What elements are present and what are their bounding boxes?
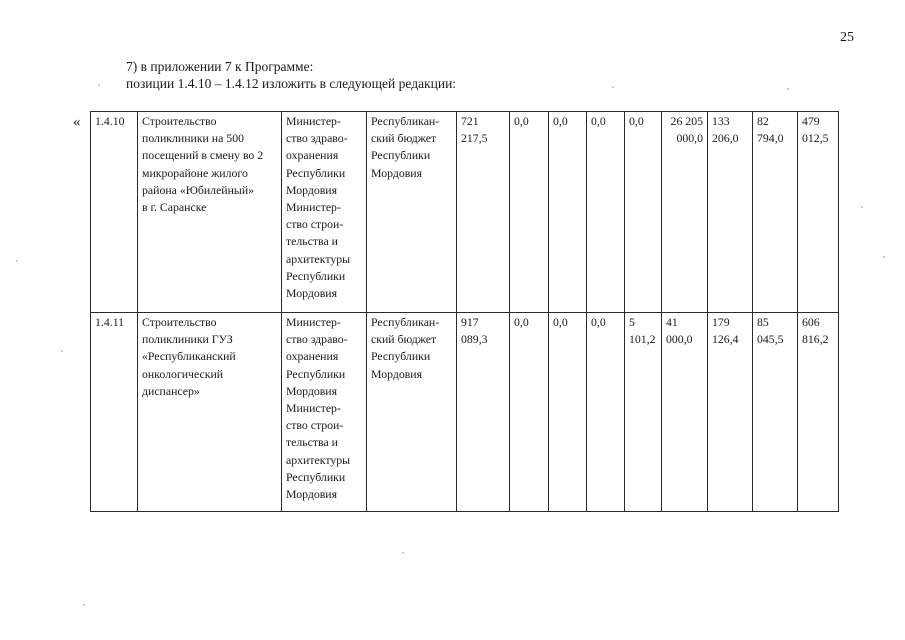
position-executor: Министер- ство здраво- охранения Республики Мордовия Министер- ство строи- тельства и архитектуры Республики Мордовия [282, 313, 367, 512]
year-amount-5: 41 000,0 [662, 313, 708, 512]
total-amount: 721 217,5 [457, 112, 510, 313]
position-executor: Министер- ство здраво- охранения Республики Мордовия Министер- ство строи- тельства и архитектуры Республики Мордовия [282, 112, 367, 313]
scan-speck [402, 552, 404, 554]
year-amount-3: 0,0 [587, 313, 625, 512]
scan-speck [612, 86, 614, 88]
year-amount-3: 0,0 [587, 112, 625, 313]
year-amount-6: 179 126,4 [708, 313, 753, 512]
year-amount-1: 0,0 [510, 313, 549, 512]
scan-speck [883, 256, 885, 258]
scan-speck [787, 88, 789, 90]
table-row [91, 313, 839, 512]
intro-text [126, 58, 456, 92]
program-positions-table [90, 111, 839, 512]
position-name: Строительство поликлиники на 500 посещений в смену во 2 микрорайоне жилого района «Юбилейный» в г. Саранске [138, 112, 282, 313]
scan-speck [861, 206, 863, 208]
year-amount-7: 82 794,0 [753, 112, 798, 313]
year-amount-4: 0,0 [625, 112, 662, 313]
page-number: 25 [840, 30, 854, 45]
opening-quote: « [73, 114, 81, 130]
scan-speck [61, 350, 63, 352]
scan-speck [16, 260, 18, 262]
year-amount-2: 0,0 [549, 313, 587, 512]
year-amount-7: 85 045,5 [753, 313, 798, 512]
table-row [91, 112, 839, 313]
intro-line-1: 7) в приложении 7 к Программе: [126, 59, 314, 74]
funding-source: Республикан- ский бюджет Республики Мордовия [367, 112, 457, 313]
year-amount-2: 0,0 [549, 112, 587, 313]
position-code: 1.4.10 [91, 112, 138, 313]
year-amount-6: 133 206,0 [708, 112, 753, 313]
position-name: Строительство поликлиники ГУЗ «Республиканский онкологический диспансер» [138, 313, 282, 512]
scan-speck [83, 604, 85, 606]
year-amount-4: 5 101,2 [625, 313, 662, 512]
position-code: 1.4.11 [91, 313, 138, 512]
year-amount-8: 606 816,2 [798, 313, 839, 512]
year-amount-1: 0,0 [510, 112, 549, 313]
year-amount-5: 26 205 000,0 [662, 112, 708, 313]
total-amount: 917 089,3 [457, 313, 510, 512]
funding-source: Республикан- ский бюджет Республики Мордовия [367, 313, 457, 512]
year-amount-8: 479 012,5 [798, 112, 839, 313]
intro-line-2: позиции 1.4.10 – 1.4.12 изложить в следующей редакции: [126, 76, 457, 91]
scan-speck [98, 84, 100, 86]
